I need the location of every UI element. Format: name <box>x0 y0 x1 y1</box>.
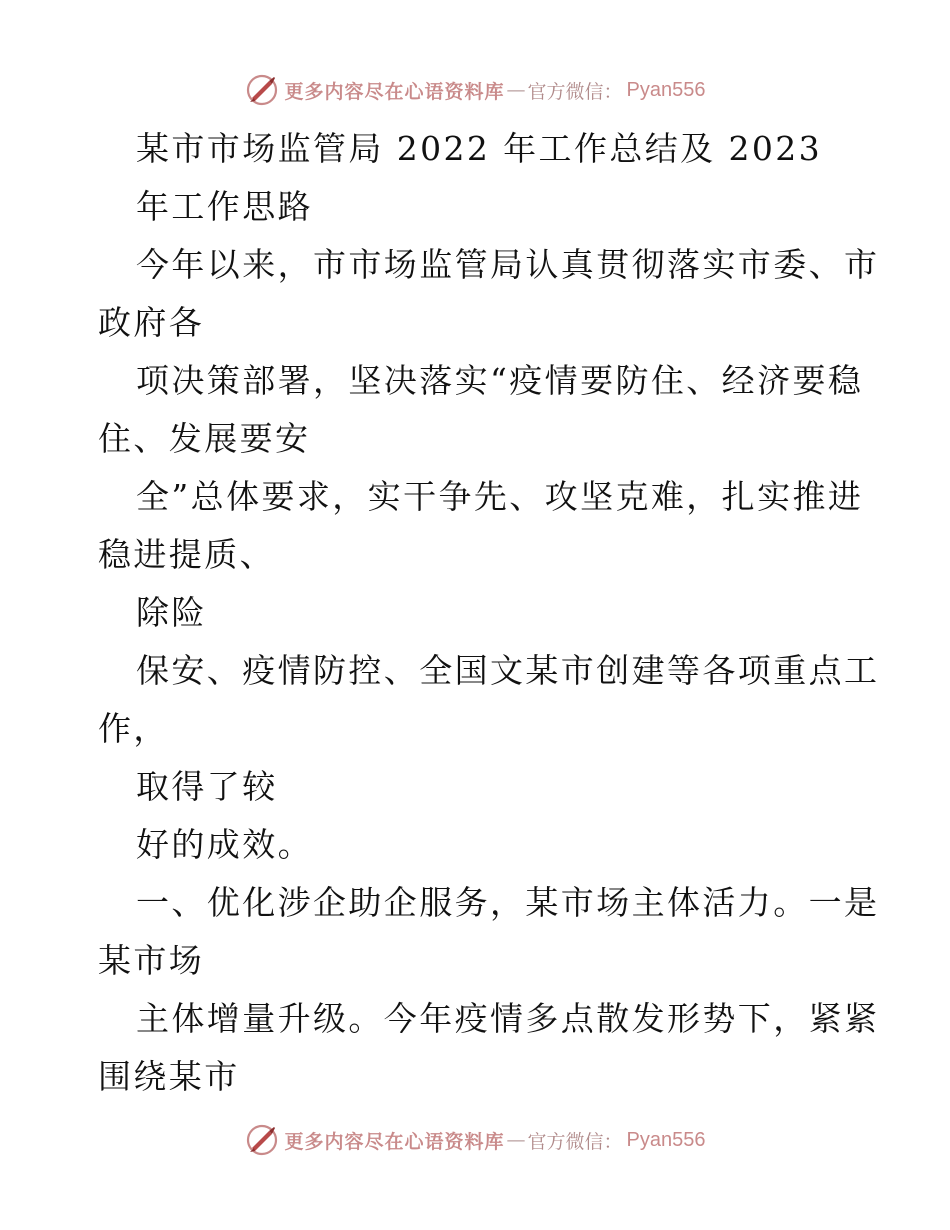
paragraph-line: 住、发展要安 <box>98 419 311 458</box>
watermark-wechat-id: Pyan556 <box>626 78 706 101</box>
footer-watermark <box>0 1120 950 1160</box>
paragraph-line: 围绕某市 <box>98 1057 240 1096</box>
document-title-line-2: 年工作思路 <box>136 187 313 226</box>
watermark-dash: — <box>506 79 526 101</box>
paragraph-line: 作， <box>98 709 169 748</box>
paragraph-line: 除险 <box>136 593 207 632</box>
paragraph-line: 好的成效。 <box>136 825 313 864</box>
quill-pen-logo-icon <box>245 1123 279 1157</box>
paragraph-line: 稳进提质、 <box>98 535 275 574</box>
watermark-text: 更多内容尽在心语资料库 <box>284 80 505 103</box>
watermark-wechat-id: Pyan556 <box>626 1128 706 1151</box>
quill-pen-logo-icon <box>245 73 279 107</box>
paragraph-line: 今年以来，市市场监管局认真贯彻落实市委、市 <box>136 245 880 284</box>
paragraph-line: 保安、疫情防控、全国文某市创建等各项重点工 <box>136 651 880 690</box>
watermark-dash: — <box>506 1129 526 1151</box>
paragraph-line: 取得了较 <box>136 767 278 806</box>
document-title-line-1: 某市市场监管局 2022 年工作总结及 2023 <box>136 129 823 168</box>
header-watermark <box>0 70 950 110</box>
document-body <box>98 120 880 1106</box>
paragraph-line: 主体增量升级。今年疫情多点散发形势下，紧紧 <box>136 999 880 1038</box>
watermark-text: 更多内容尽在心语资料库 <box>284 1130 505 1153</box>
paragraph-line: 政府各 <box>98 303 205 342</box>
watermark-wechat-label: 官方微信： <box>527 1130 623 1153</box>
paragraph-line: 全”总体要求，实干争先、攻坚克难，扎实推进 <box>136 477 864 516</box>
paragraph-line: 一、优化涉企助企服务，某市场主体活力。一是 <box>136 883 880 922</box>
watermark-wechat-label: 官方微信： <box>527 80 623 103</box>
paragraph-line: 项决策部署，坚决落实“疫情要防住、经济要稳 <box>136 361 864 400</box>
paragraph-line: 某市场 <box>98 941 205 980</box>
